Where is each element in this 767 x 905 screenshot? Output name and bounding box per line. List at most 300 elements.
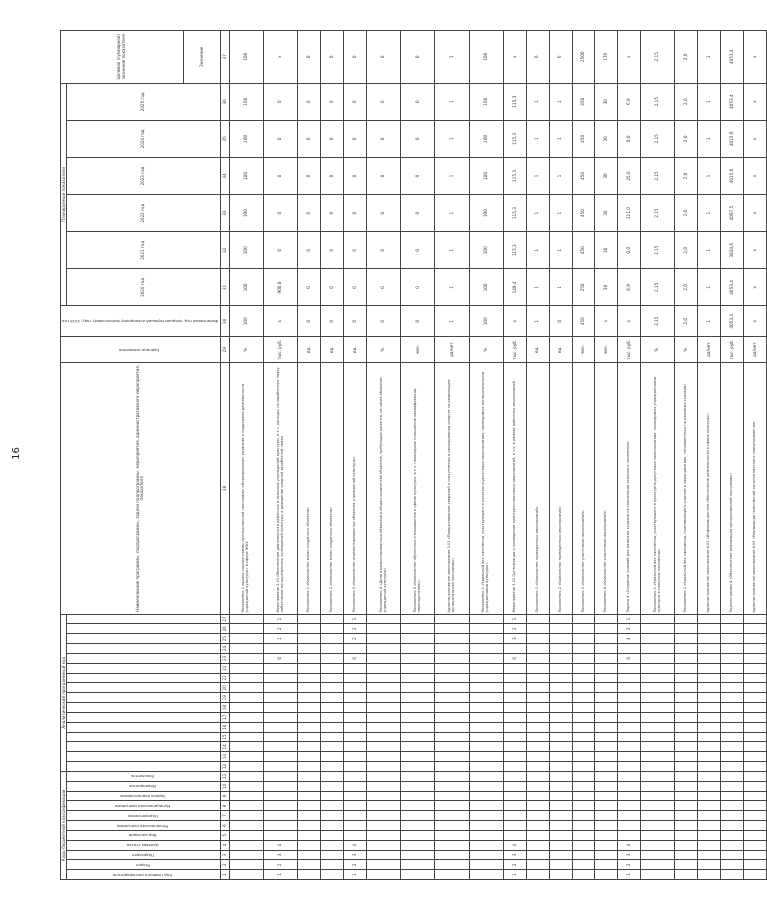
analytic-code-cell <box>67 624 220 634</box>
code-cell <box>526 644 549 654</box>
code-cell <box>321 791 344 801</box>
code-cell <box>366 693 400 703</box>
analytic-code-cell <box>67 653 220 663</box>
code-cell <box>743 801 766 811</box>
row-fact: 0 <box>298 306 321 337</box>
row-year-value: 0 <box>298 120 321 157</box>
code-cell <box>618 771 641 781</box>
code-cell <box>401 781 435 791</box>
year-header: 2021 год <box>67 232 220 269</box>
row-year-value: 1 <box>435 120 469 157</box>
code-cell <box>321 673 344 683</box>
code-column-header <box>67 860 220 870</box>
code-cell <box>641 722 675 732</box>
code-cell <box>721 811 744 821</box>
code-cell <box>298 624 321 634</box>
code-cell <box>321 732 344 742</box>
column-number: 12 <box>220 762 229 772</box>
code-cell <box>321 683 344 693</box>
row-fact: х <box>503 306 526 337</box>
code-cell <box>229 821 263 831</box>
code-cell <box>366 781 400 791</box>
code-cell <box>675 624 698 634</box>
code-cell <box>503 732 526 742</box>
code-cell <box>229 663 263 673</box>
code-cell <box>721 752 744 762</box>
analytic-code-cell <box>67 673 220 683</box>
code-cell <box>572 860 595 870</box>
code-cell <box>595 781 618 791</box>
code-cell <box>641 742 675 752</box>
row-final: 6 <box>549 31 572 84</box>
row-year-value: 0 <box>401 157 435 194</box>
row-year-value: 100 <box>469 195 503 232</box>
code-cell <box>572 693 595 703</box>
code-cell <box>435 712 469 722</box>
code-cell <box>743 653 766 663</box>
code-cell <box>721 624 744 634</box>
code-cell <box>698 683 721 693</box>
code-cell <box>549 712 572 722</box>
code-cell <box>229 653 263 663</box>
code-cell <box>264 703 298 713</box>
row-year-value: 30 <box>595 269 618 306</box>
analytic-code-cell <box>67 752 220 762</box>
code-cell <box>298 771 321 781</box>
code-column-label: Код главного распорядителя <box>113 872 173 878</box>
row-year-value: 1 <box>526 120 549 157</box>
code-cell <box>743 840 766 850</box>
row-year-value: 1 <box>549 83 572 120</box>
code-cell <box>698 801 721 811</box>
code-cell <box>618 762 641 772</box>
code-cell <box>321 634 344 644</box>
code-cell <box>549 860 572 870</box>
code-cell <box>549 732 572 742</box>
code-cell <box>321 830 344 840</box>
code-cell <box>618 830 641 840</box>
code-cell <box>721 634 744 644</box>
code-cell <box>298 762 321 772</box>
code-cell <box>401 712 435 722</box>
row-year-value: 4015,6 <box>721 157 744 194</box>
code-cell <box>469 762 503 772</box>
code-cell: 1 <box>618 614 641 624</box>
code-cell <box>401 870 435 880</box>
row-year-value: 1 <box>526 232 549 269</box>
code-cell <box>549 693 572 703</box>
code-cell <box>641 830 675 840</box>
analytic-code-cell <box>67 722 220 732</box>
code-cell <box>698 742 721 752</box>
code-cell <box>641 653 675 663</box>
row-name: Мероприятие 2.01 Обеспечение деятельности районных и сельских учреждений культуры, в т.ч. расходы на заработную плату работникам муниципальных учреждений культуры и доведение средней заработной платы <box>264 363 298 614</box>
code-cell <box>698 732 721 742</box>
row-year-value: 0 <box>264 120 298 157</box>
code-cell <box>675 712 698 722</box>
code-cell <box>595 624 618 634</box>
row-year-value: 0 <box>321 83 344 120</box>
code-cell <box>549 653 572 663</box>
code-cell <box>298 722 321 732</box>
code-cell <box>264 821 298 831</box>
code-cell <box>401 693 435 703</box>
row-year-value: 1 <box>549 269 572 306</box>
code-cell <box>321 712 344 722</box>
table-row <box>435 31 469 880</box>
code-cell <box>572 752 595 762</box>
code-cell <box>264 683 298 693</box>
code-cell <box>721 693 744 703</box>
code-cell <box>526 830 549 840</box>
row-year-value: 100 <box>229 83 263 120</box>
code-cell <box>698 614 721 624</box>
code-cell <box>721 850 744 860</box>
code-cell <box>469 811 503 821</box>
code-cell <box>595 811 618 821</box>
row-name: Показатель 2 «Количество вновь созданных объектов» <box>321 363 344 614</box>
code-cell <box>401 673 435 683</box>
code-cell <box>344 742 367 752</box>
code-cell <box>743 634 766 644</box>
row-unit: тыс. руб. <box>618 337 641 363</box>
row-year-value: 0 <box>264 83 298 120</box>
code-cell <box>698 811 721 821</box>
code-cell: 2 <box>344 634 367 644</box>
code-cell <box>435 663 469 673</box>
code-cell <box>401 752 435 762</box>
column-number: 29 <box>220 337 229 363</box>
code-cell <box>721 644 744 654</box>
code-cell <box>641 624 675 634</box>
row-year-value: 1 <box>526 195 549 232</box>
meaning-column-header: Значение <box>183 31 220 84</box>
row-unit: тыс. руб. <box>264 337 298 363</box>
code-cell <box>229 742 263 752</box>
code-cell <box>469 634 503 644</box>
code-cell <box>549 791 572 801</box>
code-cell <box>435 634 469 644</box>
row-unit: тыс. руб. <box>721 337 744 363</box>
code-cell <box>264 722 298 732</box>
row-final: 1 <box>435 31 469 84</box>
row-year-value: 30 <box>595 232 618 269</box>
code-cell <box>366 811 400 821</box>
code-cell <box>321 624 344 634</box>
code-cell <box>321 801 344 811</box>
row-year-value: 0 <box>298 157 321 194</box>
code-cell <box>298 663 321 673</box>
code-cell <box>743 752 766 762</box>
code-cell <box>229 860 263 870</box>
column-number: 33 <box>220 195 229 232</box>
column-number: 28 <box>220 363 229 614</box>
code-cell <box>675 644 698 654</box>
code-cell <box>503 722 526 732</box>
row-year-value: 1 <box>435 195 469 232</box>
row-year-value: 111,0 <box>618 195 641 232</box>
page-number: 16 <box>10 447 22 460</box>
code-cell <box>401 703 435 713</box>
code-cell <box>366 712 400 722</box>
code-column-label: Вид расходов <box>129 833 157 839</box>
table-row <box>675 31 698 880</box>
code-column-header <box>67 771 220 781</box>
analytic-code-cell <box>67 614 220 624</box>
code-cell <box>435 850 469 860</box>
code-cell <box>366 752 400 762</box>
code-cell <box>572 840 595 850</box>
code-cell <box>595 663 618 673</box>
row-final: 4053,4 <box>721 31 744 84</box>
code-cell <box>526 752 549 762</box>
code-cell <box>698 722 721 732</box>
code-cell <box>698 870 721 880</box>
program-table-sheet <box>60 30 757 880</box>
code-cell <box>526 771 549 781</box>
row-year-value: 100 <box>229 120 263 157</box>
code-cell <box>526 870 549 880</box>
code-cell <box>229 693 263 703</box>
code-cell <box>641 771 675 781</box>
column-number: 4 <box>220 840 229 850</box>
year-header: 2022 год <box>67 195 220 232</box>
fact-column-header: Финансовый год, предшествующий очередному финансовому году, 2019 год <box>61 306 221 337</box>
code-cell <box>229 614 263 624</box>
row-year-value: 115,3 <box>503 83 526 120</box>
code-column-label: Показатель <box>131 774 155 780</box>
code-cell <box>526 811 549 821</box>
code-cell <box>298 614 321 624</box>
row-year-value: 0 <box>264 232 298 269</box>
code-cell <box>344 821 367 831</box>
code-cell <box>469 653 503 663</box>
code-cell <box>572 663 595 673</box>
code-cell <box>435 653 469 663</box>
column-number: 10 <box>220 781 229 791</box>
code-cell <box>526 840 549 850</box>
code-cell <box>675 830 698 840</box>
code-cell <box>264 830 298 840</box>
row-fact: 1 <box>698 306 721 337</box>
code-cell <box>549 683 572 693</box>
row-year-value: 25,0 <box>618 157 641 194</box>
code-cell <box>641 732 675 742</box>
code-cell <box>344 693 367 703</box>
code-cell <box>321 752 344 762</box>
row-year-value: 1 <box>549 195 572 232</box>
row-year-value: 0 <box>401 120 435 157</box>
code-cell <box>344 722 367 732</box>
code-cell <box>298 821 321 831</box>
code-cell <box>641 811 675 821</box>
row-unit: % <box>641 337 675 363</box>
code-cell <box>435 801 469 811</box>
code-cell <box>698 693 721 703</box>
code-cell <box>572 673 595 683</box>
code-cell <box>572 801 595 811</box>
column-number: 14 <box>220 742 229 752</box>
code-cell <box>503 693 526 703</box>
code-cell <box>344 791 367 801</box>
column-number: 16 <box>220 722 229 732</box>
code-cell: 2 <box>344 624 367 634</box>
row-year-value: 2,15 <box>641 232 675 269</box>
code-cell <box>469 614 503 624</box>
analytic-group-header: Аналитический программный код <box>61 614 67 771</box>
row-year-value: 149,4 <box>503 269 526 306</box>
row-year-value: 0 <box>344 195 367 232</box>
code-cell <box>743 722 766 732</box>
code-cell <box>298 673 321 683</box>
code-cell <box>503 644 526 654</box>
code-cell <box>401 801 435 811</box>
code-cell <box>264 801 298 811</box>
code-cell <box>503 703 526 713</box>
row-year-value: х <box>743 83 766 120</box>
code-cell <box>435 781 469 791</box>
code-cell <box>264 742 298 752</box>
code-cell <box>298 712 321 722</box>
row-year-value: 2,0 <box>675 120 698 157</box>
code-cell <box>344 663 367 673</box>
code-cell <box>641 663 675 673</box>
year-header: 2024 год <box>67 120 220 157</box>
row-year-value: 1 <box>698 83 721 120</box>
row-year-value: 2,15 <box>641 120 675 157</box>
row-year-value: 0 <box>366 269 400 306</box>
code-cell <box>469 791 503 801</box>
code-cell <box>401 732 435 742</box>
row-year-value: 3834,6 <box>721 232 744 269</box>
code-cell <box>698 712 721 722</box>
row-final: 2500 <box>572 31 595 84</box>
row-final: 0 <box>366 31 400 84</box>
code-cell <box>264 771 298 781</box>
code-cell <box>469 771 503 781</box>
code-column-label: Задача подпрограммы <box>119 794 166 800</box>
code-cell <box>618 683 641 693</box>
code-cell <box>743 850 766 860</box>
column-number: 30 <box>220 306 229 337</box>
code-cell <box>641 840 675 850</box>
code-cell <box>641 821 675 831</box>
final-group-header: Целевое (суммарное) значение показателя <box>61 31 184 84</box>
row-unit: ед. <box>298 337 321 363</box>
row-year-value: 0 <box>366 232 400 269</box>
code-cell <box>321 614 344 624</box>
code-cell <box>526 850 549 860</box>
row-year-value: 1 <box>549 232 572 269</box>
code-cell <box>549 811 572 821</box>
code-cell <box>743 771 766 781</box>
code-cell: 3 <box>503 850 526 860</box>
code-cell <box>503 742 526 752</box>
column-number: 32 <box>220 232 229 269</box>
table-row <box>401 31 435 880</box>
row-fact: х <box>618 306 641 337</box>
row-unit: тыс. руб. <box>503 337 526 363</box>
code-cell: 1 <box>503 614 526 624</box>
code-cell <box>435 693 469 703</box>
code-cell <box>366 634 400 644</box>
code-cell <box>572 830 595 840</box>
code-cell: 0 <box>618 653 641 663</box>
row-year-value: 0,0 <box>618 232 641 269</box>
code-cell: 2 <box>264 624 298 634</box>
code-column-header <box>67 870 220 880</box>
code-cell <box>321 644 344 654</box>
code-cell <box>572 762 595 772</box>
row-unit: да/нет <box>435 337 469 363</box>
code-cell <box>549 801 572 811</box>
code-cell <box>572 732 595 742</box>
code-cell <box>549 762 572 772</box>
column-number: 7 <box>220 811 229 821</box>
code-cell <box>743 821 766 831</box>
code-cell <box>503 811 526 821</box>
row-year-value: 100 <box>469 83 503 120</box>
row-year-value: х <box>743 195 766 232</box>
row-name: Показатель 1 «Количество проведенных мероприятий» <box>526 363 549 614</box>
code-cell <box>366 703 400 713</box>
code-cell <box>344 644 367 654</box>
row-year-value: 0 <box>344 269 367 306</box>
code-cell <box>469 830 503 840</box>
code-cell <box>401 771 435 781</box>
table-row <box>572 31 595 880</box>
row-name: Показатель 5 «Количество обученных специалистов в сфере культуры, в т.ч. прошедших повышение квалификации, переподготовку» <box>401 363 435 614</box>
code-cell <box>229 752 263 762</box>
code-cell <box>721 781 744 791</box>
code-cell <box>721 762 744 772</box>
code-cell <box>595 683 618 693</box>
analytic-code-cell <box>67 703 220 713</box>
code-cell <box>435 870 469 880</box>
row-year-value: 115,3 <box>503 195 526 232</box>
code-cell <box>229 722 263 732</box>
code-cell <box>366 732 400 742</box>
row-unit: % <box>469 337 503 363</box>
code-cell <box>526 732 549 742</box>
column-number: 6 <box>220 821 229 831</box>
code-cell <box>618 703 641 713</box>
code-cell <box>572 703 595 713</box>
code-cell <box>469 732 503 742</box>
code-cell <box>344 801 367 811</box>
row-year-value: 115,3 <box>503 120 526 157</box>
column-number: 26 <box>220 624 229 634</box>
code-cell <box>721 791 744 801</box>
row-year-value: 900,8 <box>264 269 298 306</box>
code-cell <box>595 762 618 772</box>
code-cell <box>618 791 641 801</box>
row-final: 0 <box>401 31 435 84</box>
code-cell <box>321 781 344 791</box>
column-number: 25 <box>220 634 229 644</box>
code-cell: 2 <box>503 624 526 634</box>
code-cell <box>366 762 400 772</box>
analytic-code-cell <box>67 634 220 644</box>
row-fact: 100 <box>229 306 263 337</box>
code-cell <box>344 712 367 722</box>
column-number: 17 <box>220 712 229 722</box>
code-cell <box>641 673 675 683</box>
rotated-sheet-frame <box>60 30 757 880</box>
code-cell <box>469 644 503 654</box>
row-year-value: 0 <box>298 232 321 269</box>
code-cell <box>572 870 595 880</box>
